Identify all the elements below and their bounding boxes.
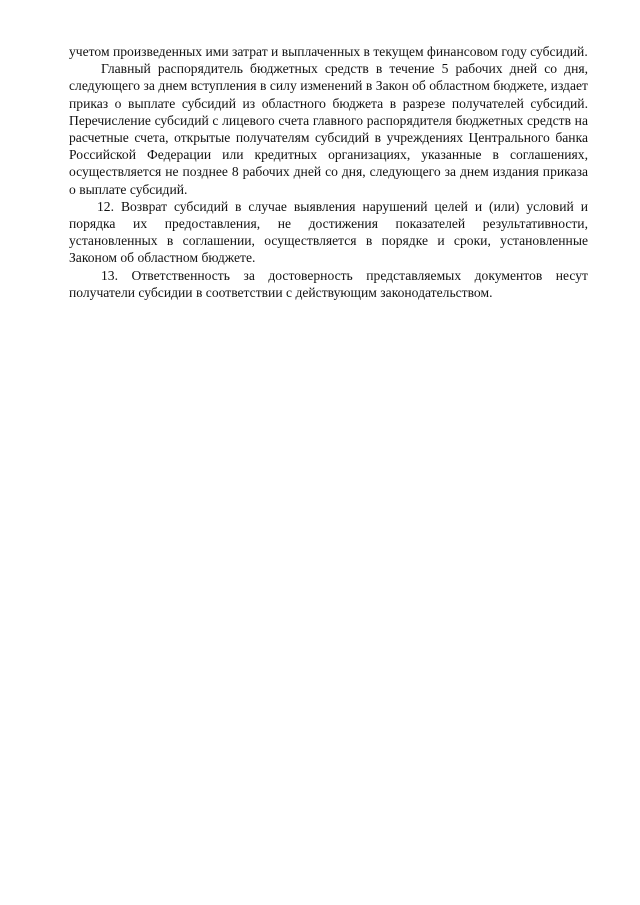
paragraph-12-refund: 12. Возврат субсидий в случае выявления нарушений целей и (или) условий и порядка их предоставления, не достижения показателей результативности, установленных в соглашении, осуществляется в порядке и сроки, установленные Законом об областном бюджете. [69, 198, 588, 266]
paragraph-13-responsibility: 13. Ответственность за достоверность представляемых документов несут получатели субсидии в соответствии с действующим законодательством. [69, 267, 588, 300]
document-body [69, 43, 588, 301]
paragraph-main-distributor: Главный распорядитель бюджетных средств в течение 5 рабочих дней со дня, следующего за днем вступления в силу изменений в Закон об областном бюджете, издает приказ о выплате субсидий из областного бюджета в разрезе получателей субсидий. Перечисление субсидий с лицевого счета главного распорядителя бюджетных средств на расчетные счета, открытые получателям субсидий в учреждениях Центрального банка Российской Федерации или кредитных организациях, указанные в соглашениях, осуществляется не позднее 8 рабочих дней со дня, следующего за днем издания приказа о выплате субсидий. [69, 61, 588, 197]
paragraph-continuation: учетом произведенных ими затрат и выплаченных в текущем финансовом году субсидий. [69, 44, 588, 59]
